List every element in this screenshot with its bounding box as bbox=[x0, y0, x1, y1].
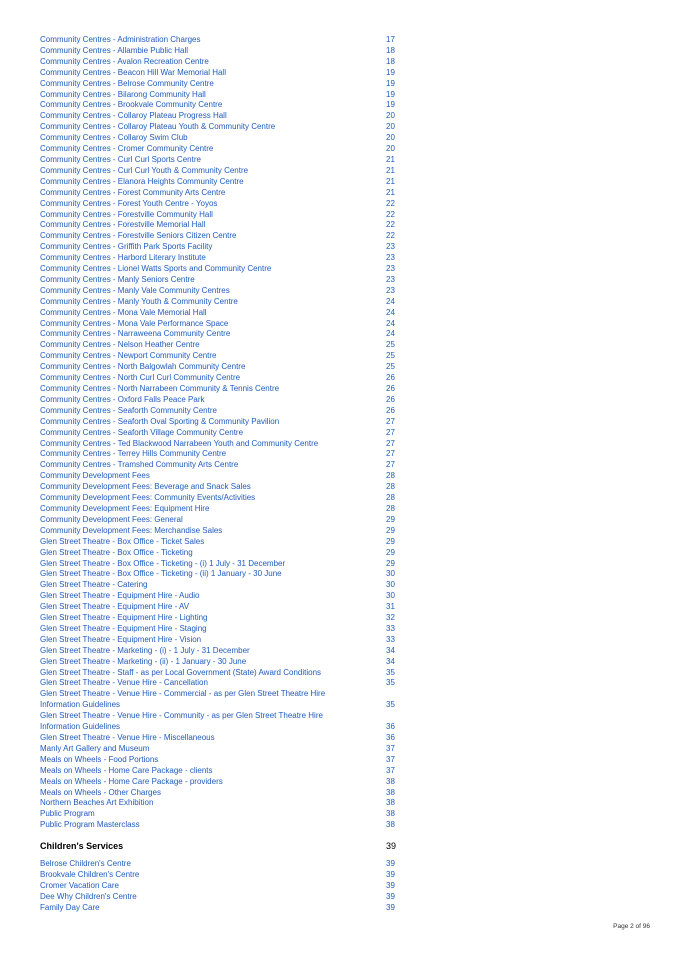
toc-entry-title[interactable]: Community Development Fees: General bbox=[40, 514, 183, 524]
toc-entry-page[interactable]: 24 bbox=[386, 307, 395, 317]
toc-entry[interactable] bbox=[40, 79, 400, 90]
toc-entry-title[interactable]: Community Centres - Avalon Recreation Centre bbox=[40, 56, 209, 66]
toc-entry-title[interactable]: Manly Art Gallery and Museum bbox=[40, 743, 150, 753]
toc-entry-page[interactable]: 38 bbox=[386, 776, 395, 786]
toc-entry[interactable] bbox=[40, 613, 400, 624]
toc-entry-title[interactable]: Community Centres - Lionel Watts Sports and Community Centre bbox=[40, 264, 272, 274]
toc-entry-page[interactable]: 29 bbox=[386, 547, 395, 557]
toc-entry[interactable] bbox=[40, 624, 400, 635]
toc-entry[interactable] bbox=[40, 635, 400, 646]
toc-entry[interactable] bbox=[40, 297, 400, 308]
toc-entry-title[interactable]: Glen Street Theatre - Catering bbox=[40, 580, 148, 590]
section-heading bbox=[40, 841, 400, 851]
toc-entry-title[interactable]: Community Centres - Forest Youth Centre - Yoyos bbox=[40, 198, 218, 208]
toc-entry[interactable] bbox=[40, 100, 400, 111]
toc-entry-title[interactable]: Community Centres - Forestville Seniors Citizen Centre bbox=[40, 231, 237, 241]
toc-entry-page[interactable]: 39 bbox=[386, 902, 395, 912]
toc-entry-title[interactable]: Community Centres - Forestville Community Hall bbox=[40, 209, 213, 219]
toc-entry-page[interactable]: 26 bbox=[386, 394, 395, 404]
toc-entry-page[interactable]: 38 bbox=[386, 820, 395, 830]
toc-entry-page[interactable]: 28 bbox=[386, 471, 395, 481]
toc-entry-title[interactable]: Glen Street Theatre - Equipment Hire - Lighting bbox=[40, 613, 208, 623]
toc-entry-page[interactable]: 25 bbox=[386, 351, 395, 361]
toc-entry[interactable] bbox=[40, 678, 400, 689]
toc-entry-page[interactable]: 27 bbox=[386, 460, 395, 470]
toc-entry-title[interactable]: Community Centres - Mona Vale Performance Space bbox=[40, 318, 229, 328]
toc-entry-title[interactable]: Community Development Fees: Merchandise Sales bbox=[40, 525, 223, 535]
toc-entry-page[interactable]: 28 bbox=[386, 493, 395, 503]
toc-entry-title[interactable]: Cromer Vacation Care bbox=[40, 880, 119, 890]
toc-entry-page[interactable]: 21 bbox=[386, 187, 395, 197]
toc-entry[interactable] bbox=[40, 657, 400, 668]
toc-entry-page[interactable]: 36 bbox=[386, 733, 395, 742]
toc-entry-page[interactable]: 39 bbox=[386, 891, 395, 901]
toc-entry[interactable] bbox=[40, 766, 400, 777]
toc-entry-title[interactable]: Glen Street Theatre - Marketing - (ii) - 1 January - 30 June bbox=[40, 656, 247, 666]
toc-entry[interactable] bbox=[40, 253, 400, 264]
toc-entry-title[interactable]: Glen Street Theatre - Box Office - Ticketing - (i) 1 July - 31 December bbox=[40, 558, 286, 568]
section-page-number: 39 bbox=[386, 841, 397, 852]
toc-entry-page[interactable]: 24 bbox=[386, 318, 395, 328]
toc-entry-page[interactable]: 27 bbox=[386, 416, 395, 426]
toc-entry-title[interactable]: Community Development Fees bbox=[40, 471, 150, 481]
toc-entry[interactable] bbox=[40, 711, 400, 733]
toc-entry-title[interactable]: Community Development Fees: Beverage and Snack Sales bbox=[40, 482, 251, 492]
toc-entry-title[interactable]: Meals on Wheels - Home Care Package - providers bbox=[40, 776, 223, 786]
toc-entry-page[interactable]: 19 bbox=[386, 100, 395, 110]
toc-entry-page[interactable]: 37 bbox=[386, 754, 395, 764]
toc-entry-page[interactable]: 28 bbox=[386, 503, 395, 513]
toc-entry[interactable] bbox=[40, 188, 400, 199]
toc-entry[interactable] bbox=[40, 373, 400, 384]
toc-entry-title[interactable]: Community Centres - North Narrabeen Community & Tennis Centre bbox=[40, 384, 280, 393]
toc-entry-title[interactable]: Belrose Children's Centre bbox=[40, 859, 131, 869]
table-of-contents bbox=[40, 35, 400, 914]
toc-entry-page[interactable]: 34 bbox=[386, 645, 395, 655]
toc-entry-title[interactable]: Community Centres - Belrose Community Centre bbox=[40, 78, 214, 88]
toc-entry-page[interactable]: 21 bbox=[386, 165, 395, 175]
toc-entry-page[interactable]: 21 bbox=[386, 176, 395, 186]
toc-entry-title[interactable]: Community Centres - Brookvale Community Centre bbox=[40, 100, 223, 110]
toc-entry[interactable] bbox=[40, 166, 400, 177]
toc-entry-page[interactable]: 36 bbox=[386, 722, 395, 732]
toc-entry-page[interactable]: 29 bbox=[386, 514, 395, 524]
toc-entry-title[interactable]: Community Development Fees: Community Events/Activities bbox=[40, 493, 256, 503]
toc-entry-title[interactable]: Community Centres - Forest Community Arts Centre bbox=[40, 187, 226, 197]
toc-entry-title[interactable]: Community Centres - Elanora Heights Community Centre bbox=[40, 176, 244, 186]
toc-entry-page[interactable]: 25 bbox=[386, 340, 395, 350]
toc-entry-title[interactable]: Community Centres - Manly Vale Community Centres bbox=[40, 285, 230, 295]
toc-entry-page[interactable]: 30 bbox=[386, 591, 395, 601]
toc-entry-title[interactable]: Community Centres - Cromer Community Centre bbox=[40, 144, 214, 154]
toc-entry-title[interactable]: Meals on Wheels - Other Charges bbox=[40, 787, 161, 797]
toc-entry[interactable] bbox=[40, 286, 400, 297]
toc-entry[interactable] bbox=[40, 526, 400, 537]
toc-entry-page[interactable]: 26 bbox=[386, 373, 395, 383]
toc-entry-page[interactable]: 29 bbox=[386, 525, 395, 535]
section-entry-list bbox=[40, 859, 400, 914]
toc-entry-title[interactable]: Glen Street Theatre - Box Office - Ticketing bbox=[40, 547, 193, 557]
toc-entry-page[interactable]: 35 bbox=[386, 700, 395, 710]
toc-entry[interactable] bbox=[40, 340, 400, 351]
toc-entry-page[interactable]: 39 bbox=[386, 859, 395, 869]
toc-entry-title[interactable]: Community Centres - Mona Vale Memorial Hall bbox=[40, 307, 207, 317]
toc-entry-title[interactable]: Family Day Care bbox=[40, 902, 100, 912]
toc-entry[interactable] bbox=[40, 755, 400, 766]
toc-entry-title[interactable]: Glen Street Theatre - Equipment Hire - Vision bbox=[40, 634, 202, 644]
page-footer: Page 2 of 96 bbox=[613, 923, 650, 930]
toc-entry-page[interactable]: 38 bbox=[386, 798, 395, 808]
toc-entry-title[interactable]: Community Centres - Terrey Hills Community Centre bbox=[40, 449, 227, 459]
toc-entry-title[interactable]: Public Program bbox=[40, 809, 95, 819]
toc-entry-title[interactable]: Public Program Masterclass bbox=[40, 820, 140, 830]
toc-entry[interactable] bbox=[40, 199, 400, 210]
toc-entry-title[interactable]: Glen Street Theatre - Equipment Hire - Audio bbox=[40, 591, 200, 601]
toc-entry-title[interactable]: Community Centres - Collaroy Swim Club bbox=[40, 133, 188, 143]
toc-entry[interactable] bbox=[40, 144, 400, 155]
toc-entry[interactable] bbox=[40, 395, 400, 406]
toc-entry-title[interactable]: Community Centres - Administration Charges bbox=[40, 35, 201, 44]
toc-entry-page[interactable]: 35 bbox=[386, 678, 395, 688]
toc-entry[interactable] bbox=[40, 308, 400, 319]
toc-entry-title[interactable]: Glen Street Theatre - Venue Hire - Commercial - as per Glen Street Theatre Hire Information Guidelines bbox=[40, 689, 326, 710]
toc-entry-title[interactable]: Community Centres - Forestville Memorial Hall bbox=[40, 220, 206, 230]
toc-entry-title[interactable]: Community Centres - Harbord Literary Institute bbox=[40, 253, 206, 263]
toc-entry[interactable] bbox=[40, 515, 400, 526]
toc-entry[interactable] bbox=[40, 275, 400, 286]
toc-entry-title[interactable]: Northern Beaches Art Exhibition bbox=[40, 798, 154, 808]
toc-entry-page[interactable]: 30 bbox=[386, 569, 395, 579]
toc-entry-page[interactable]: 17 bbox=[386, 35, 395, 44]
toc-entry-title[interactable]: Community Centres - Narraweena Community Centre bbox=[40, 329, 231, 339]
toc-entry[interactable] bbox=[40, 482, 400, 493]
toc-entry-page[interactable]: 32 bbox=[386, 613, 395, 623]
toc-entry-title[interactable]: Meals on Wheels - Home Care Package - clients bbox=[40, 765, 213, 775]
toc-entry[interactable] bbox=[40, 449, 400, 460]
toc-entry-page[interactable]: 22 bbox=[386, 231, 395, 241]
toc-entry-title[interactable]: Community Centres - Beacon Hill War Memorial Hall bbox=[40, 67, 226, 77]
toc-entry-title[interactable]: Glen Street Theatre - Venue Hire - Community - as per Glen Street Theatre Hire Information Guidelines bbox=[40, 711, 323, 732]
toc-entry-page[interactable]: 20 bbox=[386, 111, 395, 121]
toc-entry-title[interactable]: Community Centres - Collaroy Plateau Youth & Community Centre bbox=[40, 122, 276, 132]
toc-entry[interactable] bbox=[40, 591, 400, 602]
toc-entry-title[interactable]: Community Centres - Oxford Falls Peace Park bbox=[40, 394, 205, 404]
toc-entry-page[interactable]: 24 bbox=[386, 329, 395, 339]
toc-entry-title[interactable]: Community Centres - Griffith Park Sports Facility bbox=[40, 242, 213, 252]
toc-entry-page[interactable]: 20 bbox=[386, 122, 395, 132]
toc-entry-title[interactable]: Community Centres - Allambie Public Hall bbox=[40, 45, 189, 55]
section-title: Children's Services bbox=[40, 841, 124, 852]
toc-entry-title[interactable]: Community Centres - Seaforth Community Centre bbox=[40, 405, 217, 415]
toc-entry-page[interactable]: 38 bbox=[386, 787, 395, 797]
toc-entry-title[interactable]: Glen Street Theatre - Venue Hire - Cancellation bbox=[40, 678, 208, 688]
toc-entry[interactable] bbox=[40, 559, 400, 570]
toc-entry-title[interactable]: Community Centres - Bilarong Community Hall bbox=[40, 89, 206, 99]
toc-entry[interactable] bbox=[40, 870, 400, 881]
toc-entry-page[interactable]: 38 bbox=[386, 809, 395, 819]
toc-entry-page[interactable]: 27 bbox=[386, 438, 395, 448]
toc-entry-page[interactable]: 33 bbox=[386, 634, 395, 644]
toc-entry[interactable] bbox=[40, 329, 400, 340]
toc-entry-title[interactable]: Community Centres - Seaforth Village Community Centre bbox=[40, 427, 244, 437]
toc-entry[interactable] bbox=[40, 57, 400, 68]
toc-entry[interactable] bbox=[40, 242, 400, 253]
toc-entry-page[interactable]: 37 bbox=[386, 765, 395, 775]
toc-entry-page[interactable]: 23 bbox=[386, 253, 395, 263]
toc-entry-page[interactable]: 19 bbox=[386, 89, 395, 99]
toc-entry[interactable] bbox=[40, 122, 400, 133]
toc-entry[interactable] bbox=[40, 820, 400, 831]
toc-entry-page[interactable]: 29 bbox=[386, 536, 395, 546]
toc-entry-title[interactable]: Community Centres - North Curl Curl Community Centre bbox=[40, 373, 241, 383]
toc-entry-page[interactable]: 28 bbox=[386, 482, 395, 492]
toc-entry-page[interactable]: 23 bbox=[386, 274, 395, 284]
toc-entry-page[interactable]: 22 bbox=[386, 198, 395, 208]
toc-entry[interactable] bbox=[40, 788, 400, 799]
toc-entry[interactable] bbox=[40, 362, 400, 373]
toc-entry[interactable] bbox=[40, 351, 400, 362]
toc-entry[interactable] bbox=[40, 428, 400, 439]
toc-entry[interactable] bbox=[40, 602, 400, 613]
toc-entry-page[interactable]: 19 bbox=[386, 67, 395, 77]
toc-entry-page[interactable]: 18 bbox=[386, 56, 395, 66]
toc-entry-page[interactable]: 33 bbox=[386, 623, 395, 633]
toc-entry-page[interactable]: 23 bbox=[386, 264, 395, 274]
toc-entry[interactable] bbox=[40, 777, 400, 788]
toc-entry-page[interactable]: 35 bbox=[386, 667, 395, 677]
toc-entry-title[interactable]: Community Centres - Tramshed Community Arts Centre bbox=[40, 460, 239, 470]
toc-entry-page[interactable]: 22 bbox=[386, 209, 395, 219]
toc-entry[interactable] bbox=[40, 798, 400, 809]
toc-entry[interactable] bbox=[40, 68, 400, 79]
toc-entry[interactable] bbox=[40, 417, 400, 428]
toc-entry-title[interactable]: Glen Street Theatre - Marketing - (i) - 1 July - 31 December bbox=[40, 645, 250, 655]
toc-entry[interactable] bbox=[40, 537, 400, 548]
toc-entry[interactable] bbox=[40, 580, 400, 591]
toc-entry[interactable] bbox=[40, 569, 400, 580]
toc-entry-title[interactable]: Community Centres - Newport Community Centre bbox=[40, 351, 217, 361]
toc-entry-page[interactable]: 34 bbox=[386, 656, 395, 666]
toc-entry[interactable] bbox=[40, 220, 400, 231]
toc-entry-list bbox=[40, 35, 400, 831]
toc-entry-page[interactable]: 29 bbox=[386, 558, 395, 568]
toc-entry[interactable] bbox=[40, 111, 400, 122]
toc-entry[interactable] bbox=[40, 319, 400, 330]
toc-entry[interactable] bbox=[40, 460, 400, 471]
toc-entry[interactable] bbox=[40, 881, 400, 892]
toc-entry-page[interactable]: 27 bbox=[386, 449, 395, 459]
toc-entry[interactable] bbox=[40, 210, 400, 221]
toc-entry-page[interactable]: 26 bbox=[386, 405, 395, 415]
toc-entry-page[interactable]: 37 bbox=[386, 743, 395, 753]
toc-entry-page[interactable]: 25 bbox=[386, 362, 395, 372]
toc-entry-title[interactable]: Community Development Fees: Equipment Hire bbox=[40, 503, 210, 513]
toc-entry[interactable] bbox=[40, 155, 400, 166]
toc-entry[interactable] bbox=[40, 689, 400, 711]
toc-entry-page[interactable]: 18 bbox=[386, 45, 395, 55]
toc-entry[interactable] bbox=[40, 133, 400, 144]
toc-entry[interactable] bbox=[40, 406, 400, 417]
toc-entry[interactable] bbox=[40, 384, 400, 395]
toc-entry[interactable] bbox=[40, 809, 400, 820]
toc-entry[interactable] bbox=[40, 177, 400, 188]
toc-entry-page[interactable]: 27 bbox=[386, 427, 395, 437]
toc-entry[interactable] bbox=[40, 46, 400, 57]
toc-entry-page[interactable]: 30 bbox=[386, 580, 395, 590]
toc-entry[interactable] bbox=[40, 90, 400, 101]
toc-entry-title[interactable]: Glen Street Theatre - Box Office - Ticketing - (ii) 1 January - 30 June bbox=[40, 569, 282, 579]
toc-entry-title[interactable]: Community Centres - Manly Seniors Centre bbox=[40, 274, 195, 284]
toc-entry[interactable] bbox=[40, 548, 400, 559]
toc-entry-page[interactable]: 39 bbox=[386, 870, 395, 880]
toc-entry[interactable] bbox=[40, 35, 400, 46]
toc-entry-page[interactable]: 23 bbox=[386, 285, 395, 295]
toc-entry[interactable] bbox=[40, 646, 400, 657]
toc-entry[interactable] bbox=[40, 859, 400, 870]
toc-entry-title[interactable]: Community Centres - Curl Curl Sports Centre bbox=[40, 154, 201, 164]
toc-entry-title[interactable]: Glen Street Theatre - Equipment Hire - Staging bbox=[40, 623, 207, 633]
toc-entry[interactable] bbox=[40, 892, 400, 903]
toc-entry-page[interactable]: 20 bbox=[386, 133, 395, 143]
toc-entry-title[interactable]: Brookvale Children's Centre bbox=[40, 870, 140, 880]
toc-entry-title[interactable]: Community Centres - Collaroy Plateau Progress Hall bbox=[40, 111, 227, 121]
toc-entry-page[interactable]: 31 bbox=[386, 602, 395, 612]
toc-entry-page[interactable]: 24 bbox=[386, 296, 395, 306]
toc-entry-page[interactable]: 39 bbox=[386, 880, 395, 890]
toc-entry-title[interactable]: Community Centres - North Balgowlah Community Centre bbox=[40, 362, 246, 372]
toc-entry-title[interactable]: Meals on Wheels - Food Portions bbox=[40, 754, 159, 764]
toc-entry-title[interactable]: Glen Street Theatre - Staff - as per Local Government (State) Award Conditions bbox=[40, 667, 322, 677]
toc-entry[interactable] bbox=[40, 668, 400, 679]
toc-entry-page[interactable]: 21 bbox=[386, 154, 395, 164]
toc-entry-title[interactable]: Community Centres - Ted Blackwood Narrabeen Youth and Community Centre bbox=[40, 438, 319, 448]
toc-entry[interactable] bbox=[40, 493, 400, 504]
toc-entry[interactable] bbox=[40, 903, 400, 914]
toc-entry[interactable] bbox=[40, 439, 400, 450]
toc-entry[interactable] bbox=[40, 471, 400, 482]
toc-entry-page[interactable]: 23 bbox=[386, 242, 395, 252]
toc-entry[interactable] bbox=[40, 264, 400, 275]
toc-entry[interactable] bbox=[40, 733, 400, 744]
toc-entry-title[interactable]: Community Centres - Manly Youth & Community Centre bbox=[40, 296, 238, 306]
toc-entry-title[interactable]: Dee Why Children's Centre bbox=[40, 891, 137, 901]
toc-entry-page[interactable]: 26 bbox=[386, 384, 395, 393]
toc-entry-title[interactable]: Community Centres - Nelson Heather Centre bbox=[40, 340, 200, 350]
toc-entry-page[interactable]: 19 bbox=[386, 78, 395, 88]
toc-entry-title[interactable]: Glen Street Theatre - Equipment Hire - AV bbox=[40, 602, 190, 612]
toc-entry-title[interactable]: Glen Street Theatre - Box Office - Ticket Sales bbox=[40, 536, 205, 546]
toc-entry-title[interactable]: Glen Street Theatre - Venue Hire - Miscellaneous bbox=[40, 733, 215, 742]
toc-entry-title[interactable]: Community Centres - Seaforth Oval Sporting & Community Pavilion bbox=[40, 416, 280, 426]
toc-entry-page[interactable]: 22 bbox=[386, 220, 395, 230]
toc-entry-page[interactable]: 20 bbox=[386, 144, 395, 154]
toc-entry-title[interactable]: Community Centres - Curl Curl Youth & Community Centre bbox=[40, 165, 249, 175]
toc-entry[interactable] bbox=[40, 504, 400, 515]
toc-entry[interactable] bbox=[40, 744, 400, 755]
toc-entry[interactable] bbox=[40, 231, 400, 242]
